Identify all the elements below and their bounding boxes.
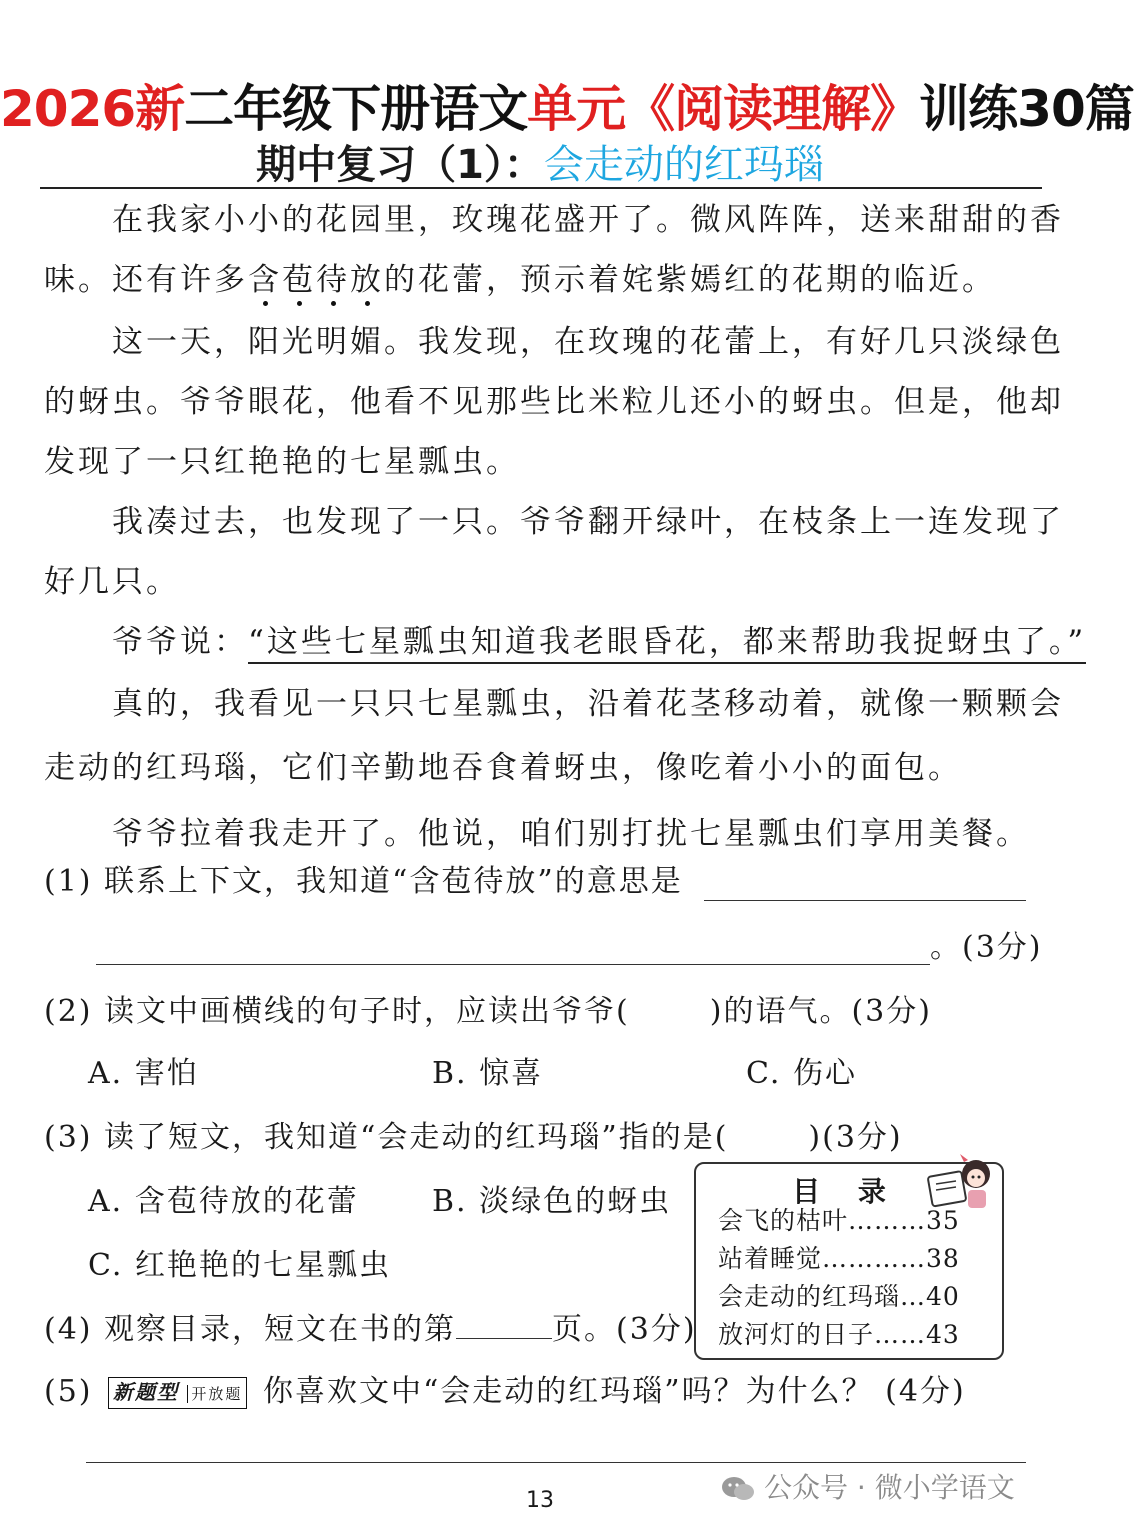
question-text: (4) 观察目录，短文在书的第 xyxy=(44,1312,457,1347)
emphasis-char: 苞 xyxy=(282,262,316,298)
underlined-sentence: “这些七星瓢虫知道我老眼昏花，都来帮助我捉蚜虫了。” xyxy=(248,624,1086,664)
toc-row: 会飞的枯叶………35 xyxy=(718,1206,960,1235)
answer-blank[interactable] xyxy=(456,1308,552,1339)
toc-row: 放河灯的日子……43 xyxy=(718,1320,960,1349)
question-text: )(3分) xyxy=(808,1120,903,1155)
title-red-part-1: 2026新 xyxy=(0,80,185,138)
question-3 xyxy=(44,1116,903,1160)
question-number: (5) xyxy=(44,1374,93,1409)
header-divider xyxy=(40,187,1042,189)
passage-line xyxy=(112,612,1112,672)
question-1: (1) 联系上下文，我知道“含苞待放”的意思是 xyxy=(44,864,683,899)
toc-row: 站着睡觉…………38 xyxy=(718,1244,960,1273)
passage-text: 的花蕾，预示着姹紫嫣红的花期的临近。 xyxy=(384,262,996,298)
title-black-part-2: 训练30篇 xyxy=(919,80,1134,138)
passage-line: 发现了一只红艳艳的七星瓢虫。 xyxy=(44,444,520,480)
answer-blank[interactable] xyxy=(704,900,1026,901)
option-c: C. 红艳艳的七星瓢虫 xyxy=(88,1248,391,1283)
emphasis-char: 待 xyxy=(316,262,350,298)
emphasis-char: 含 xyxy=(248,262,282,298)
question-4 xyxy=(44,1308,697,1352)
option-a: A. 含苞待放的花蕾 xyxy=(88,1184,359,1219)
emphasis-char: 放 xyxy=(350,262,384,298)
passage-line: 好几只。 xyxy=(44,564,180,600)
question-text: (2) 读文中画横线的句子时，应读出爷爷( xyxy=(44,994,630,1029)
passage-line: 走动的红玛瑙，它们辛勤地吞食着蚜虫，像吃着小小的面包。 xyxy=(44,750,962,786)
table-of-contents xyxy=(694,1162,1004,1360)
passage-line: 我凑过去，也发现了一只。爷爷翻开绿叶，在枝条上一连发现了 xyxy=(112,504,1064,540)
question-5 xyxy=(44,1370,966,1414)
passage-text: 味。还有许多 xyxy=(44,262,248,298)
passage-line: 这一天，阳光明媚。我发现，在玫瑰的花蕾上，有好几只淡绿色 xyxy=(112,324,1064,360)
passage-line xyxy=(44,250,1044,310)
question-1-score: 。(3分) xyxy=(930,930,1043,965)
title-black-part-1: 二年级下册语文 xyxy=(184,80,528,138)
title-red-part-2: 单元《阅读理解》 xyxy=(527,80,920,138)
question-text: )的语气。(3分) xyxy=(709,994,932,1029)
passage-text: 爷爷说： xyxy=(112,624,248,660)
badge-sub: 开放题 xyxy=(187,1385,242,1403)
option-a: A. 害怕 xyxy=(88,1056,199,1091)
answer-blank[interactable] xyxy=(86,1462,1026,1463)
question-2 xyxy=(44,990,932,1034)
question-text: (3) 读了短文，我知道“会走动的红玛瑙”指的是( xyxy=(44,1120,729,1155)
subtitle-prefix: 期中复习（1）： xyxy=(256,142,544,188)
passage-line: 爷爷拉着我走开了。他说，咱们别打扰七星瓢虫们享用美餐。 xyxy=(112,816,1030,852)
passage-line: 的蚜虫。爷爷眼花，他看不见那些比米粒儿还小的蚜虫。但是，他却 xyxy=(44,384,1064,420)
toc-row: 会走动的红玛瑙…40 xyxy=(718,1282,960,1311)
watermark-text: 公众号 · 微小学语文 xyxy=(764,1471,1015,1504)
toc-title: 目 录 xyxy=(792,1175,900,1208)
option-b: B. 惊喜 xyxy=(432,1056,544,1091)
answer-blank[interactable] xyxy=(96,964,930,965)
question-text: 你喜欢文中“会走动的红玛瑙”吗？为什么？ (4分) xyxy=(262,1374,966,1409)
option-b: B. 淡绿色的蚜虫 xyxy=(432,1184,672,1219)
story-title: 会走动的红玛瑙 xyxy=(543,142,824,188)
question-text: 页。(3分) xyxy=(552,1312,697,1347)
page-subtitle xyxy=(0,140,1080,190)
page-number: 13 xyxy=(526,1488,554,1513)
badge-main: 新题型 xyxy=(113,1380,180,1404)
passage-line: 真的，我看见一只只七星瓢虫，沿着花茎移动着，就像一颗颗会 xyxy=(112,686,1064,722)
page-title xyxy=(0,78,1134,140)
new-question-type-badge xyxy=(108,1377,247,1409)
passage-line: 在我家小小的花园里，玫瑰花盛开了。微风阵阵，送来甜甜的香 xyxy=(112,202,1064,238)
option-c: C. 伤心 xyxy=(746,1056,857,1091)
